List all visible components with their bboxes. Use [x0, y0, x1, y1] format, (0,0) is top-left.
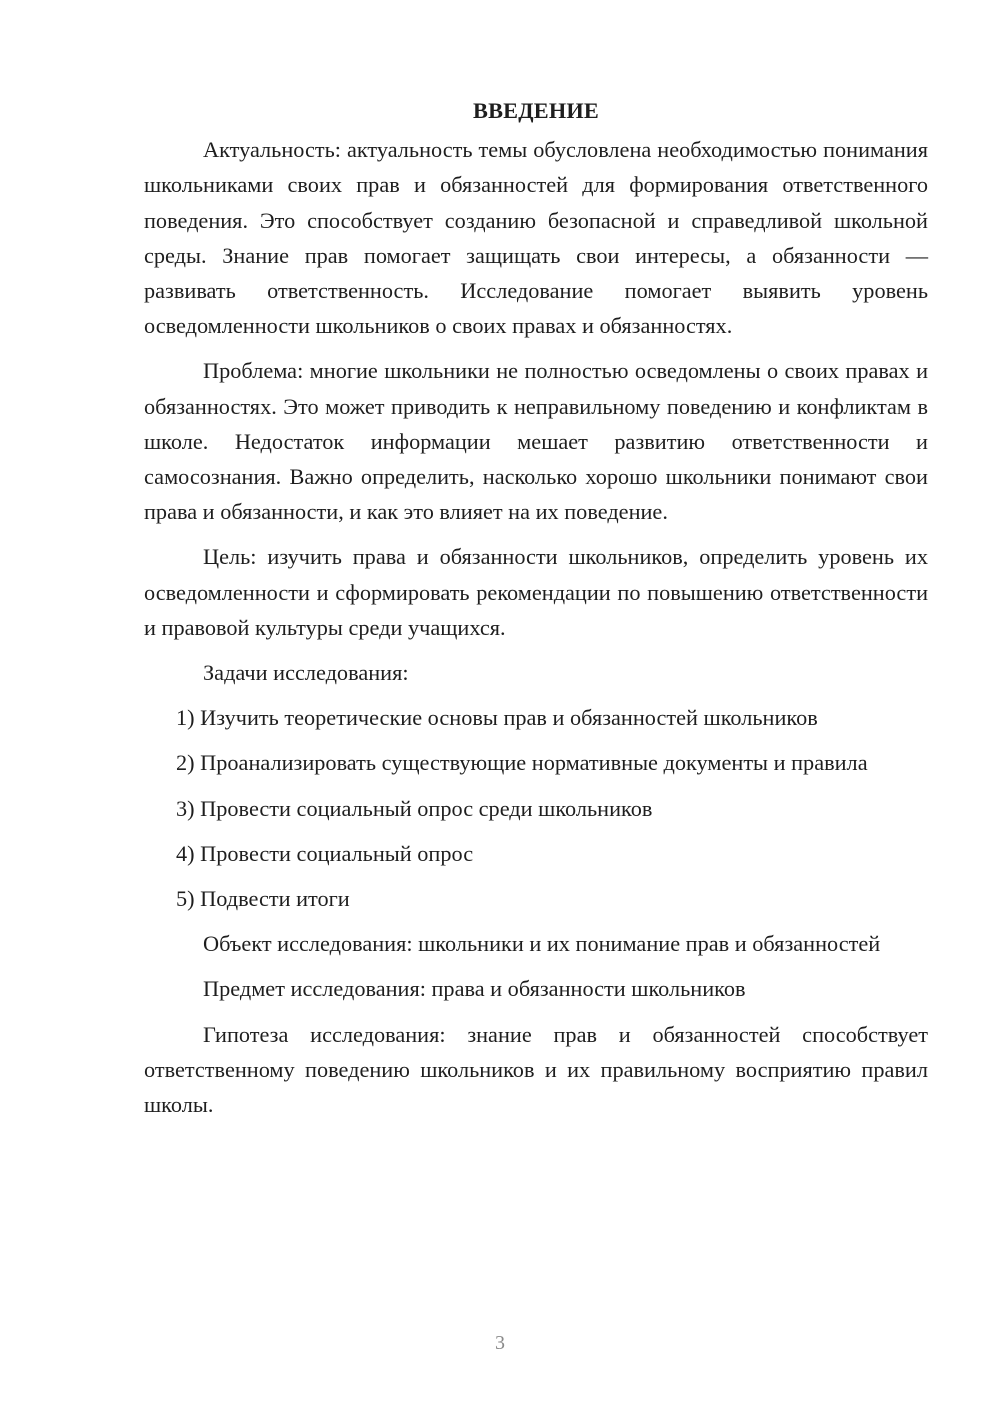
hypothesis-paragraph: Гипотеза исследования: знание прав и обязанностей способствует ответственному поведению школьников и их правильному восприятию правил школы.: [144, 1021, 928, 1118]
task-item: 5) Подвести итоги: [176, 886, 350, 912]
task-item: 2) Проанализировать существующие нормативные документы и правила: [176, 750, 868, 776]
relevance-paragraph: Актуальность: актуальность темы обусловлена необходимостью понимания школьниками своих прав и обязанностей для формирования ответственного поведения. Это способствует созданию безопасной и справедливой школьной среды. Знание прав помогает защищать свои интересы, а обязанности — развивать ответственность. Исследование помогает выявить уровень осведомленности школьников о своих правах и обязанностях.: [144, 137, 928, 339]
page-content: [144, 93, 928, 1132]
task-item: 4) Провести социальный опрос: [176, 840, 474, 866]
problem-paragraph: Проблема: многие школьники не полностью осведомлены о своих правах и обязанностях. Это может приводить к неправильному поведению и конфликтам в школе. Недостаток информации мешает развитию ответственности и самосознания. Важно определить, насколько хорошо школьники понимают свои права и обязанности, и как это влияет на их поведение.: [144, 358, 928, 525]
object-paragraph: Объект исследования: школьники и их понимание прав и обязанностей: [203, 931, 881, 957]
subject-paragraph: Предмет исследования: права и обязанности школьников: [203, 976, 746, 1002]
task-item: 1) Изучить теоретические основы прав и обязанностей школьников: [176, 705, 818, 731]
goal-paragraph: Цель: изучить права и обязанности школьников, определить уровень их осведомленности и сформировать рекомендации по повышению ответственности и правовой культуры среди учащихся.: [144, 544, 928, 640]
section-title: ВВЕДЕНИЕ: [473, 98, 599, 123]
page-number: 3: [495, 1332, 505, 1354]
task-item: 3) Провести социальный опрос среди школьников: [176, 795, 653, 821]
tasks-heading: Задачи исследования:: [203, 660, 409, 686]
